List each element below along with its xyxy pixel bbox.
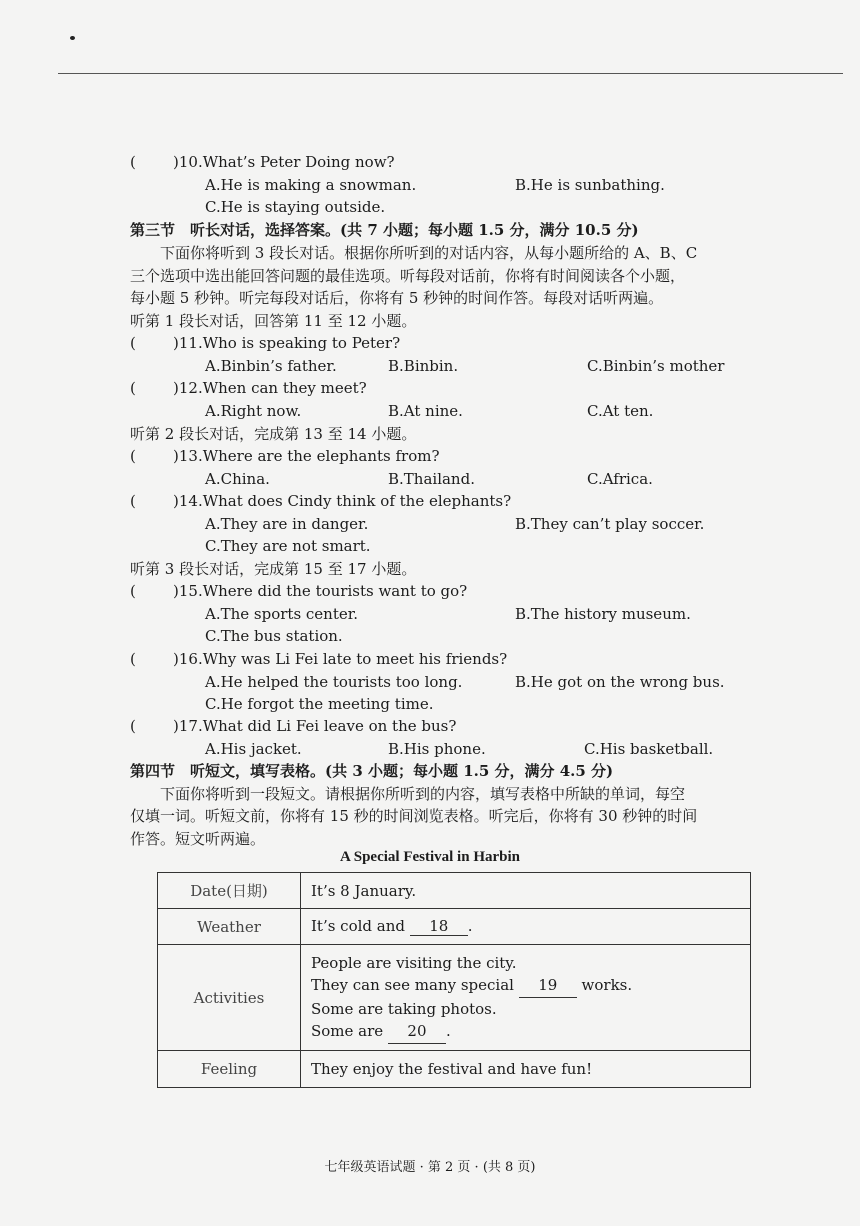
activity-line-3: Some are taking photos. — [311, 999, 497, 1018]
activity-2-suffix: works. — [581, 976, 633, 994]
activity-4-prefix: Some are — [311, 1022, 384, 1040]
q11-stem: )11.Who is speaking to Peter? — [173, 334, 401, 352]
activity-line-2 — [311, 974, 750, 998]
answer-blank-19[interactable]: 19 — [519, 974, 577, 998]
q17-option-c: C.His basketball. — [584, 740, 714, 758]
feeling-value: They enjoy the festival and have fun! — [301, 1051, 751, 1088]
activity-4-suffix: . — [445, 1022, 451, 1040]
feeling-label: Feeling — [158, 1051, 301, 1088]
section4-intro-line2: 仅填一词。听短文前，你将有 15 秒的时间浏览表格。听完后，你将有 30 秒钟的时间 — [130, 807, 698, 825]
weather-cell — [301, 909, 751, 945]
dialogue2-instruction: 听第 2 段长对话，完成第 13 至 14 小题。 — [130, 425, 417, 443]
section4-heading: 第四节 听短文，填写表格。(共 3 小题；每小题 1.5 分，满分 4.5 分) — [130, 762, 614, 780]
q13-paren: ( — [130, 447, 136, 465]
date-value: It’s 8 January. — [301, 873, 751, 909]
q10-option-b: B.He is sunbathing. — [515, 176, 665, 194]
q15-option-a: A.The sports center. — [205, 605, 359, 623]
q14-option-b: B.They can’t play soccer. — [515, 515, 705, 533]
weather-label: Weather — [158, 909, 301, 945]
q13-option-c: C.Africa. — [587, 470, 653, 488]
q11-paren: ( — [130, 334, 136, 352]
q10-option-a: A.He is making a snowman. — [205, 176, 417, 194]
scan-speck — [70, 36, 75, 40]
date-label: Date(日期) — [158, 873, 301, 909]
q10-paren: ( — [130, 153, 136, 171]
q17-option-b: B.His phone. — [388, 740, 486, 758]
activity-2-prefix: They can see many special — [311, 976, 514, 994]
activities-cell — [301, 945, 751, 1051]
section4-intro-line1: 下面你将听到一段短文。请根据你所听到的内容，填写表格中所缺的单词，每空 — [160, 785, 686, 803]
activity-line-4 — [311, 1020, 750, 1044]
weather-prefix: It’s cold and — [311, 917, 405, 935]
answer-blank-18[interactable]: 18 — [410, 917, 468, 936]
q14-stem: )14.What does Cindy think of the elephants? — [173, 492, 512, 510]
q12-option-c: C.At ten. — [587, 402, 654, 420]
q13-stem: )13.Where are the elephants from? — [173, 447, 440, 465]
q17-option-a: A.His jacket. — [205, 740, 302, 758]
festival-table — [157, 872, 751, 1088]
q13-option-a: A.China. — [205, 470, 270, 488]
q15-option-b: B.The history museum. — [515, 605, 691, 623]
q15-paren: ( — [130, 582, 136, 600]
q11-option-c: C.Binbin’s mother — [587, 357, 725, 375]
q12-paren: ( — [130, 379, 136, 397]
q16-option-c: C.He forgot the meeting time. — [205, 695, 434, 713]
q16-stem: )16.Why was Li Fei late to meet his friends? — [173, 650, 508, 668]
q11-option-b: B.Binbin. — [388, 357, 459, 375]
dialogue3-instruction: 听第 3 段长对话，完成第 15 至 17 小题。 — [130, 560, 417, 578]
q12-option-a: A.Right now. — [205, 402, 302, 420]
table-row-weather — [158, 909, 751, 945]
top-rule — [58, 73, 843, 74]
dialogue1-instruction: 听第 1 段长对话，回答第 11 至 12 小题。 — [130, 312, 417, 330]
q15-option-c: C.The bus station. — [205, 627, 343, 645]
q14-option-c: C.They are not smart. — [205, 537, 371, 555]
table-row-activities — [158, 945, 751, 1051]
q16-paren: ( — [130, 650, 136, 668]
q12-option-b: B.At nine. — [388, 402, 463, 420]
activity-line-1: People are visiting the city. — [311, 953, 517, 972]
q14-option-a: A.They are in danger. — [205, 515, 369, 533]
section3-intro-line3: 每小题 5 秒钟。听完每段对话后，你将有 5 秒钟的时间作答。每段对话听两遍。 — [130, 289, 664, 307]
page-footer: 七年级英语试题 · 第 2 页 · (共 8 页) — [324, 1160, 536, 1175]
section3-intro-line1: 下面你将听到 3 段长对话。根据你所听到的对话内容，从每小题所给的 A、B、C — [160, 244, 698, 262]
q14-paren: ( — [130, 492, 136, 510]
q13-option-b: B.Thailand. — [388, 470, 475, 488]
section4-intro-line3: 作答。短文听两遍。 — [130, 830, 266, 848]
q16-option-a: A.He helped the tourists too long. — [205, 673, 463, 691]
q17-paren: ( — [130, 717, 136, 735]
q11-option-a: A.Binbin’s father. — [205, 357, 337, 375]
answer-blank-20[interactable]: 20 — [388, 1020, 446, 1044]
table-row-date — [158, 873, 751, 909]
section3-heading: 第三节 听长对话，选择答案。(共 7 小题；每小题 1.5 分，满分 10.5 分) — [130, 221, 639, 239]
weather-suffix: . — [467, 917, 473, 935]
table-row-feeling — [158, 1051, 751, 1088]
q10-option-c: C.He is staying outside. — [205, 198, 386, 216]
activities-label: Activities — [158, 945, 301, 1051]
q12-stem: )12.When can they meet? — [173, 379, 367, 397]
q15-stem: )15.Where did the tourists want to go? — [173, 582, 468, 600]
section3-intro-line2: 三个选项中选出能回答问题的最佳选项。听每段对话前，你将有时间阅读各个小题， — [130, 267, 686, 285]
q16-option-b: B.He got on the wrong bus. — [515, 673, 725, 691]
table-title: A Special Festival in Harbin — [339, 849, 520, 865]
q10-stem: )10.What’s Peter Doing now? — [173, 153, 395, 171]
q17-stem: )17.What did Li Fei leave on the bus? — [173, 717, 457, 735]
